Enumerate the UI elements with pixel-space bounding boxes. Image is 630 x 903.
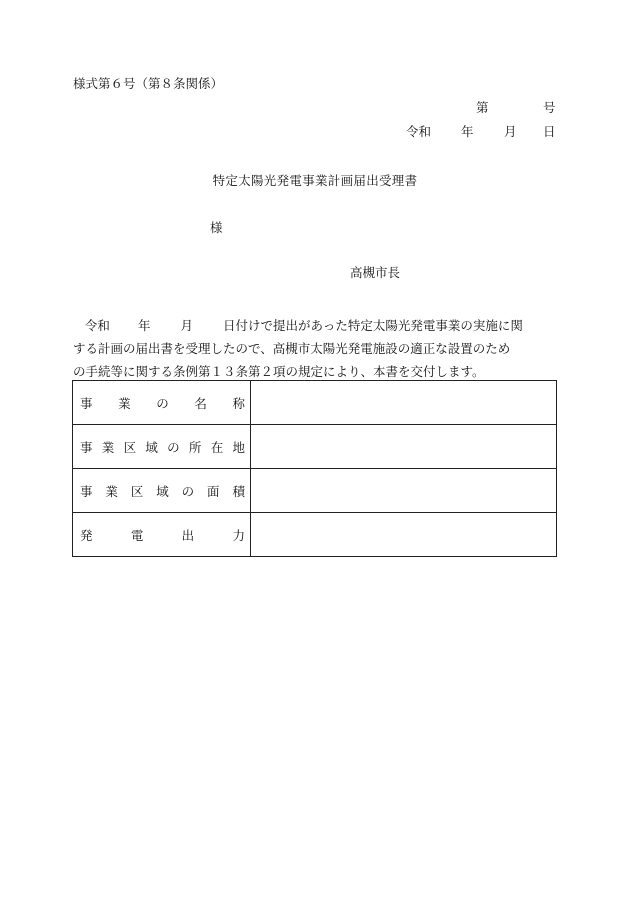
row-label-text bbox=[80, 438, 245, 456]
body-month: 月 bbox=[180, 318, 193, 333]
row-label bbox=[73, 513, 251, 557]
row-label-char: 面 bbox=[207, 483, 220, 499]
body-line-1 bbox=[73, 314, 573, 337]
row-label-char: 域 bbox=[156, 483, 169, 499]
row-label-char: 積 bbox=[232, 483, 245, 499]
row-label-char: 地 bbox=[232, 439, 245, 455]
date-month: 月 bbox=[504, 124, 517, 139]
row-label-char: の bbox=[156, 395, 169, 411]
body-line-3: の手続等に関する条例第１３条第２項の規定により、本書を交付します。 bbox=[73, 364, 485, 379]
row-label-char: 区 bbox=[123, 439, 137, 455]
row-label-char: 業 bbox=[105, 483, 118, 499]
doc-number-prefix: 第 bbox=[476, 100, 489, 115]
row-label-char: 称 bbox=[232, 395, 245, 411]
row-label-text bbox=[80, 482, 245, 500]
document-title: 特定太陽光発電事業計画届出受理書 bbox=[212, 173, 418, 188]
body-paragraph bbox=[73, 314, 573, 383]
row-label-char: の bbox=[167, 439, 180, 455]
body-era: 令和 bbox=[84, 318, 110, 333]
form-number: 様式第６号（第８条関係） bbox=[73, 76, 224, 91]
row-label-char: 事 bbox=[80, 395, 93, 411]
row-value bbox=[251, 425, 557, 469]
row-value bbox=[251, 513, 557, 557]
row-label-char: 業 bbox=[118, 395, 131, 411]
table-row bbox=[73, 425, 557, 469]
body-line-1-rest: 日付けで提出があった特定太陽光発電事業の実施に関 bbox=[222, 318, 523, 333]
info-table bbox=[72, 380, 557, 557]
row-label-text bbox=[80, 394, 245, 412]
body-year: 年 bbox=[137, 318, 151, 333]
row-label-char: 事 bbox=[80, 439, 93, 455]
row-label bbox=[73, 469, 251, 513]
row-label-char: 事 bbox=[80, 483, 93, 499]
table-row bbox=[73, 513, 557, 557]
row-label-text bbox=[80, 526, 245, 544]
body-line-2: する計画の届出書を受理したので、高槻市太陽光発電施設の適正な設置のため bbox=[73, 341, 511, 356]
row-label-char: 名 bbox=[194, 395, 207, 411]
row-label-char: 在 bbox=[210, 439, 224, 455]
issuer-name: 高槻市長 bbox=[350, 265, 401, 280]
doc-number-suffix: 号 bbox=[543, 100, 556, 115]
date-day: 日 bbox=[543, 124, 556, 139]
row-label bbox=[73, 381, 251, 425]
row-label-char: 発 bbox=[80, 527, 93, 543]
table-row bbox=[73, 469, 557, 513]
row-value bbox=[251, 469, 557, 513]
row-label-char: 電 bbox=[130, 527, 144, 543]
row-label-char: 業 bbox=[101, 439, 115, 455]
row-label-char: 力 bbox=[232, 527, 245, 543]
date-era: 令和 bbox=[406, 124, 432, 139]
row-label-char: の bbox=[181, 483, 195, 499]
addressee-suffix: 様 bbox=[210, 220, 223, 235]
row-label-char: 出 bbox=[181, 527, 195, 543]
date-year: 年 bbox=[461, 124, 474, 139]
row-label bbox=[73, 425, 251, 469]
table-row bbox=[73, 381, 557, 425]
row-label-char: 所 bbox=[188, 439, 202, 455]
row-label-char: 域 bbox=[145, 439, 158, 455]
row-label-char: 区 bbox=[130, 483, 144, 499]
row-value bbox=[251, 381, 557, 425]
